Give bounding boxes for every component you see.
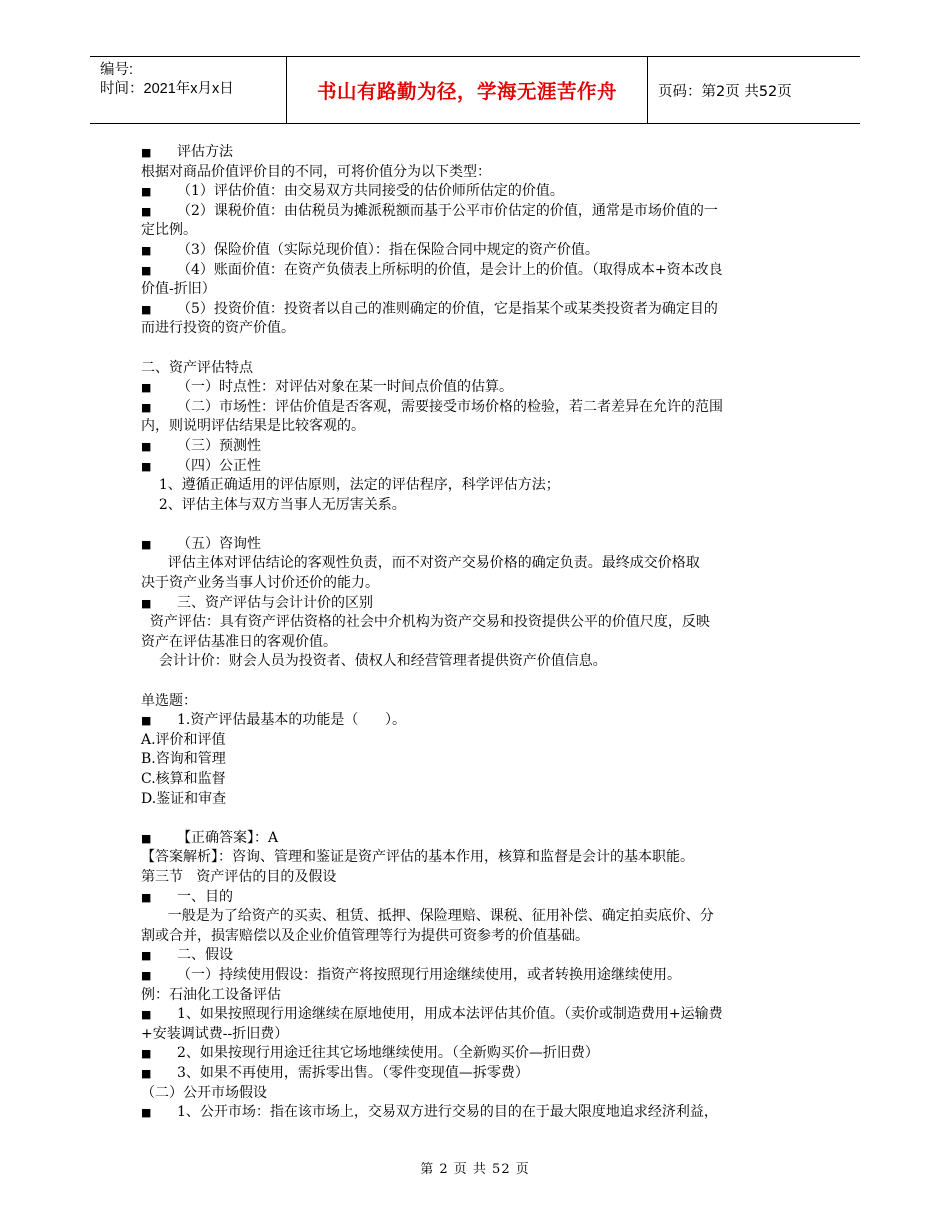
bullet-line: ■ （三）预测性 [141,437,811,457]
bullet-line: ■ 三、资产评估与会计计价的区别 [141,594,811,614]
bullet-line: ■ 二、假设 [141,946,811,966]
text-line: 1、遵循正确适用的评估原则，法定的评估程序，科学评估方法； [141,477,560,494]
bullet-line: ■ （二）市场性：评估价值是否客观，需要接受市场价格的检验，若二者差异在允许的范围 [141,398,811,418]
text-line: D.鉴证和审查 [141,790,227,807]
bullet-line: ■ 1.资产评估最基本的功能是（ ）。 [141,711,811,731]
text-line: 二、资产评估特点 [141,359,253,376]
text-line: 评估主体对评估结论的客观性负责，而不对资产交易价格的确定负责。最终成交价格取 [141,555,700,572]
header-meta [90,57,286,123]
bullet-line: ■ 2、如果按现行用途迁往其它场地继续使用。（全新购买价—折旧费） [141,1044,811,1064]
text-line: 定比例。 [141,222,197,239]
page-header [90,56,860,124]
bullet-line: ■ （一）时点性：对评估对象在某一时间点价值的估算。 [141,378,811,398]
blank-line [141,515,811,535]
bullet-line: ■ （3）保险价值（实际兑现价值）：指在保险合同中规定的资产价值。 [141,241,811,261]
text-line: 【答案解析】：咨询、管理和鉴证是资产评估的基本作用，核算和监督是会计的基本职能。 [141,849,694,866]
text-line: 资产在评估基准日的客观价值。 [141,633,337,650]
text-line: 单选题： [141,692,197,709]
text-line: B.咨询和管理 [141,751,226,768]
header-motto-cell [286,57,648,123]
text-line: 割或合并，损害赔偿以及企业价值管理等行为提供可资参考的价值基础。 [141,927,589,944]
bullet-line: ■ 评估方法 [141,143,811,163]
bullet-line: ■ （2）课税价值：由估税员为摊派税额而基于公平市价估定的价值，通常是市场价值的一 [141,202,811,222]
text-line: 根据对商品价值评价目的不同，可将价值分为以下类型： [141,163,491,180]
text-line: 内，则说明评估结果是比较客观的。 [141,418,365,435]
text-line: 会计计价：财会人员为投资者、债权人和经营管理者提供资产价值信息。 [141,653,607,670]
blank-line [141,672,811,692]
bullet-line: ■ （1）评估价值：由交易双方共同接受的估价师所估定的价值。 [141,182,811,202]
bullet-line: ■ （5）投资价值：投资者以自己的准则确定的价值，它是指某个或某类投资者为确定目的 [141,300,811,320]
text-line: 一般是为了给资产的买卖、租赁、抵押、保险理赔、课税、征用补偿、确定拍卖底价、分 [141,908,714,925]
text-line: 决于资产业务当事人讨价还价的能力。 [141,575,379,592]
bullet-line: ■ 一、目的 [141,888,811,908]
bullet-line: ■ （四）公正性 [141,457,811,477]
text-line: （二）公开市场假设 [141,1084,267,1101]
blank-line [141,339,811,359]
text-line: 价值-折旧） [141,281,216,298]
bullet-line: ■ 1、如果按照现行用途继续在原地使用，用成本法评估其价值。（卖价或制造费用+运输费 [141,1005,811,1025]
bullet-line: ■ （五）咨询性 [141,535,811,555]
text-line: 第三节 资产评估的目的及假设 [141,868,337,885]
bullet-line: ■ （4）账面价值：在资产负债表上所标明的价值，是会计上的价值。（取得成本+资本改良 [141,261,811,281]
document-number-label: 编号: [100,62,134,78]
text-line: +安装调试费--折旧费） [141,1025,289,1042]
document-body [141,143,811,1123]
page-footer: 第 2 页 共 52 页 [420,1162,530,1177]
text-line: A.评价和评值 [141,731,226,748]
bullet-line: ■ （一）持续使用假设：指资产将按照现行用途继续使用，或者转换用途继续使用。 [141,966,811,986]
document-date: 时间：2021年x月x日 [100,81,234,97]
bullet-line: ■ 3、如果不再使用，需拆零出售。（零件变现值—拆零费） [141,1064,811,1084]
text-line: 资产评估：具有资产评估资格的社会中介机构为资产交易和投资提供公平的价值尺度，反映 [141,614,710,631]
header-motto: 书山有路勤为径，学海无涯苦作舟 [316,80,617,103]
text-line: 例：石油化工设备评估 [141,986,281,1003]
text-line: C.核算和监督 [141,771,226,787]
bullet-line: ■ 1、公开市场：指在该市场上，交易双方进行交易的目的在于最大限度地追求经济利益， [141,1103,811,1123]
text-line: 2、评估主体与双方当事人无厉害关系。 [141,496,406,513]
header-page-info: 页码：第2页 共52页 [658,83,792,100]
blank-line [141,809,811,829]
text-line: 而进行投资的资产价值。 [141,320,295,337]
bullet-line: ■ 【正确答案】：A [141,829,811,849]
